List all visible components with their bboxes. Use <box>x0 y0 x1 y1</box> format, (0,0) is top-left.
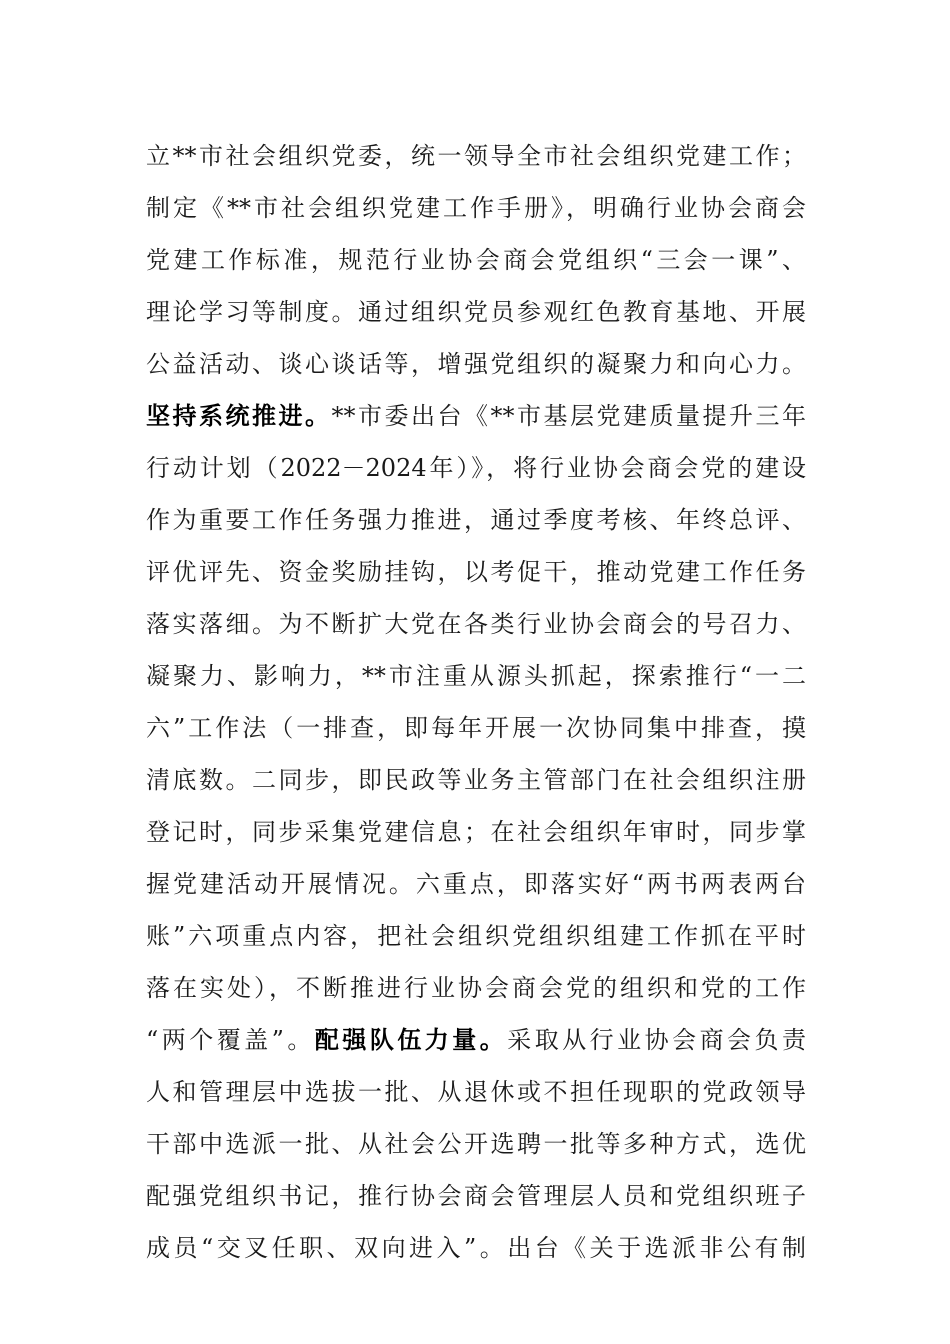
body-text-segment: 干部中选派一批、从社会公开选聘一批等多种方式，选优 <box>146 1130 806 1158</box>
body-text-segment: 账”六项重点内容，把社会组织党组织组建工作抓在平时 <box>146 922 806 950</box>
body-text-segment: 六”工作法（一排查，即每年开展一次协同集中排查，摸 <box>146 714 806 742</box>
text-line <box>146 494 806 546</box>
text-line <box>146 1066 806 1118</box>
body-text-segment: 评优评先、资金奖励挂钩，以考促干，推动党建工作任务 <box>146 558 806 586</box>
body-text <box>146 130 806 1274</box>
bold-heading-text: 配强队伍力量。 <box>314 1026 508 1054</box>
text-line <box>146 546 806 598</box>
body-text-segment: 落在实处），不断推进行业协会商会党的组织和党的工作 <box>146 974 806 1002</box>
body-text-segment: 党建工作标准，规范行业协会商会党组织“三会一课”、 <box>146 246 806 274</box>
body-text-segment: 理论学习等制度。通过组织党员参观红色教育基地、开展 <box>146 298 806 326</box>
text-line <box>146 1170 806 1222</box>
text-line <box>146 1118 806 1170</box>
text-line <box>146 910 806 962</box>
body-text-segment: 作为重要工作任务强力推进，通过季度考核、年终总评、 <box>146 506 806 534</box>
body-text-segment: 制定《**市社会组织党建工作手册》，明确行业协会商会 <box>146 194 806 222</box>
text-line <box>146 1014 806 1066</box>
body-text-segment: 公益活动、谈心谈话等，增强党组织的凝聚力和向心力。 <box>146 350 806 378</box>
bold-heading-text: 坚持系统推进。 <box>146 402 332 430</box>
text-line <box>146 338 806 390</box>
text-line <box>146 182 806 234</box>
body-text-segment: “两个覆盖”。 <box>146 1026 315 1054</box>
body-text-segment: 配强党组织书记，推行协会商会管理层人员和党组织班子 <box>146 1182 806 1210</box>
body-text-segment: 落实落细。为不断扩大党在各类行业协会商会的号召力、 <box>146 610 806 638</box>
body-text-segment: 登记时，同步采集党建信息；在社会组织年审时，同步掌 <box>146 818 806 846</box>
text-line <box>146 962 806 1014</box>
text-line <box>146 650 806 702</box>
text-line <box>146 702 806 754</box>
text-line <box>146 1222 806 1274</box>
text-line <box>146 858 806 910</box>
text-line <box>146 130 806 182</box>
body-text-segment: 握党建活动开展情况。六重点，即落实好“两书两表两台 <box>146 870 806 898</box>
body-text-segment: 人和管理层中选拔一批、从退休或不担任现职的党政领导 <box>146 1078 806 1106</box>
text-line <box>146 806 806 858</box>
text-line <box>146 234 806 286</box>
body-text-segment: **市委出台《**市基层党建质量提升三年 <box>331 402 806 430</box>
text-line <box>146 598 806 650</box>
text-line <box>146 754 806 806</box>
text-line <box>146 442 806 494</box>
body-text-segment: 行动计划（2022－2024年）》，将行业协会商会党的建设 <box>146 454 806 482</box>
text-line <box>146 286 806 338</box>
text-line <box>146 390 806 442</box>
body-text-segment: 清底数。二同步，即民政等业务主管部门在社会组织注册 <box>146 766 806 794</box>
body-text-segment: 凝聚力、影响力，**市注重从源头抓起，探索推行“一二 <box>146 662 806 690</box>
body-text-segment: 成员“交叉任职、双向进入”。出台《关于选派非公有制 <box>146 1234 806 1262</box>
body-text-segment: 采取从行业协会商会负责 <box>507 1026 807 1054</box>
body-text-segment: 立**市社会组织党委，统一领导全市社会组织党建工作； <box>146 142 806 170</box>
